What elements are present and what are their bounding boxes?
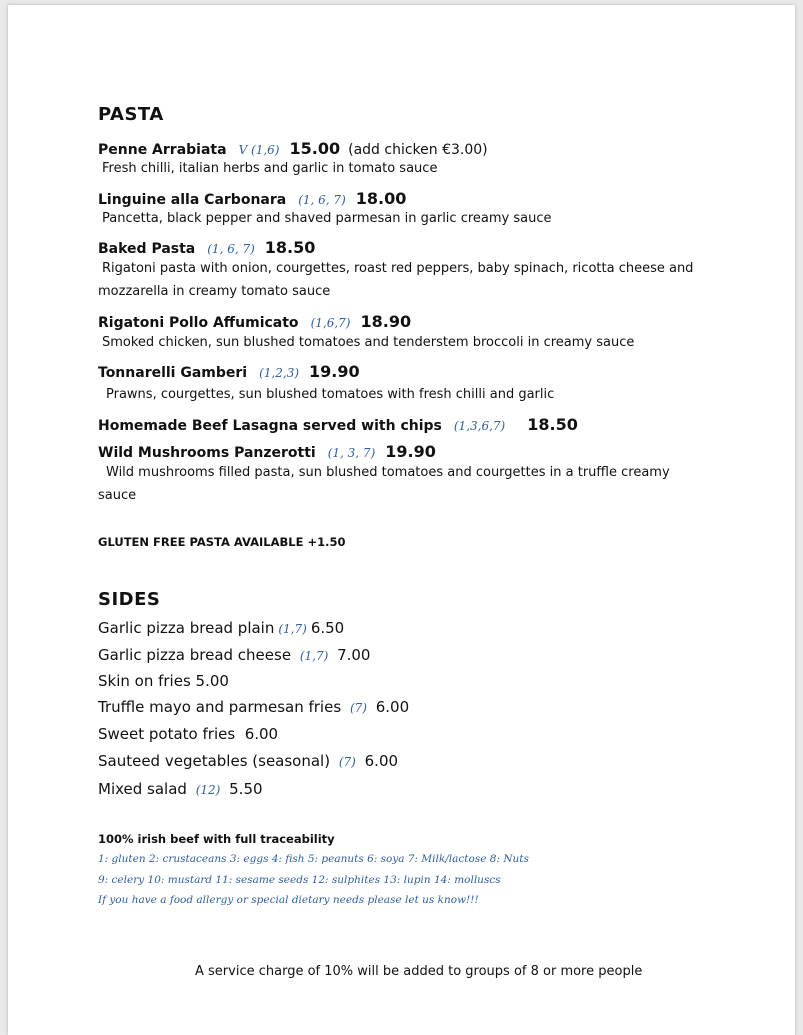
item-name: Baked Pasta [98, 241, 196, 257]
item-description: Wild mushrooms filled pasta, sun blushed tomatoes and courgettes in a truffle creamy [106, 465, 670, 480]
item-name: Sauteed vegetables (seasonal) [98, 752, 331, 770]
item-extra: (add chicken €3.00) [348, 142, 488, 158]
allergen-codes: (7) [338, 755, 356, 769]
item-price: 18.00 [355, 189, 407, 208]
allergen-codes: (12) [195, 783, 221, 797]
side-item [98, 727, 278, 742]
item-name: Truffle mayo and parmesan fries [98, 698, 342, 716]
item-price: 18.50 [527, 415, 578, 434]
allergen-codes: (1,7) [278, 622, 307, 636]
menu-item [98, 444, 436, 460]
item-description: Pancetta, black pepper and shaved parmesan in garlic creamy sauce [102, 211, 552, 226]
menu-item [98, 191, 406, 207]
allergen-codes: V (1,6) [238, 143, 280, 157]
allergen-codes: (1, 6, 7) [298, 193, 346, 207]
item-name: Penne Arrabiata [98, 142, 227, 158]
allergen-codes: (1,6,7) [310, 316, 351, 330]
item-price: 19.90 [309, 362, 360, 381]
pasta-heading: PASTA [98, 104, 164, 125]
beef-note: 100% irish beef with full traceability [98, 832, 335, 846]
item-price: 6.00 [244, 725, 279, 743]
item-price: 18.90 [360, 312, 412, 331]
menu-item [98, 314, 411, 330]
allergen-codes: (1,3,6,7) [453, 419, 506, 433]
side-item [98, 754, 398, 769]
allergen-codes: (1,2,3) [259, 366, 300, 380]
item-price: 6.00 [375, 698, 410, 716]
menu-item [98, 417, 578, 433]
side-item [98, 648, 370, 663]
item-name: Skin on fries [98, 672, 191, 690]
item-description: Fresh chilli, italian herbs and garlic in tomato sauce [102, 161, 438, 176]
menu-item [98, 141, 488, 157]
allergen-codes: (7) [349, 701, 367, 715]
item-description: Smoked chicken, sun blushed tomatoes and tenderstem broccoli in creamy sauce [102, 335, 635, 350]
item-description: Rigatoni pasta with onion, courgettes, roast red peppers, baby spinach, ricotta cheese and [102, 261, 694, 276]
gluten-free-note: GLUTEN FREE PASTA AVAILABLE +1.50 [98, 535, 346, 549]
item-name: Garlic pizza bread cheese [98, 646, 292, 664]
item-description: mozzarella in creamy tomato sauce [98, 284, 331, 299]
allergen-codes: (1, 3, 7) [327, 446, 376, 460]
menu-page [8, 5, 795, 1035]
allergen-codes: (1, 6, 7) [207, 242, 255, 256]
item-name: Rigatoni Pollo Affumicato [98, 315, 299, 331]
service-charge-note: A service charge of 10% will be added to groups of 8 or more people [195, 964, 643, 979]
item-price: 5.50 [229, 780, 263, 798]
item-description: Prawns, courgettes, sun blushed tomatoes with fresh chilli and garlic [106, 387, 555, 402]
item-name: Tonnarelli Gamberi [98, 365, 248, 381]
allergen-legend: 9: celery 10: mustard 11: sesame seeds 12: sulphites 13: lupin 14: molluscs [98, 874, 501, 886]
item-name: Linguine alla Carbonara [98, 192, 287, 208]
item-name: Mixed salad [98, 780, 187, 798]
item-price: 6.50 [310, 619, 345, 637]
item-price: 15.00 [289, 139, 341, 158]
item-name: Garlic pizza bread plain [98, 619, 275, 637]
menu-item [98, 240, 315, 256]
item-price: 7.00 [337, 646, 371, 664]
item-price: 6.00 [364, 752, 399, 770]
item-name: Homemade Beef Lasagna served with chips [98, 418, 442, 434]
item-price: 18.50 [264, 238, 316, 257]
item-name: Sweet potato fries [98, 725, 236, 743]
side-item [98, 700, 409, 715]
item-name: Wild Mushrooms Panzerotti [98, 445, 316, 461]
item-price: 19.90 [385, 442, 436, 461]
allergen-codes: (1,7) [299, 649, 329, 663]
item-price: 5.00 [195, 672, 229, 690]
sides-heading: SIDES [98, 589, 161, 610]
allergen-legend: 1: gluten 2: crustaceans 3: eggs 4: fish 5: peanuts 6: soya 7: Milk/lactose 8: Nuts [98, 853, 529, 865]
menu-item [98, 364, 360, 380]
side-item [98, 621, 344, 636]
side-item [98, 782, 263, 797]
side-item [98, 674, 229, 689]
item-description: sauce [98, 488, 137, 503]
allergy-note: If you have a food allergy or special dietary needs please let us know!!! [98, 894, 479, 906]
